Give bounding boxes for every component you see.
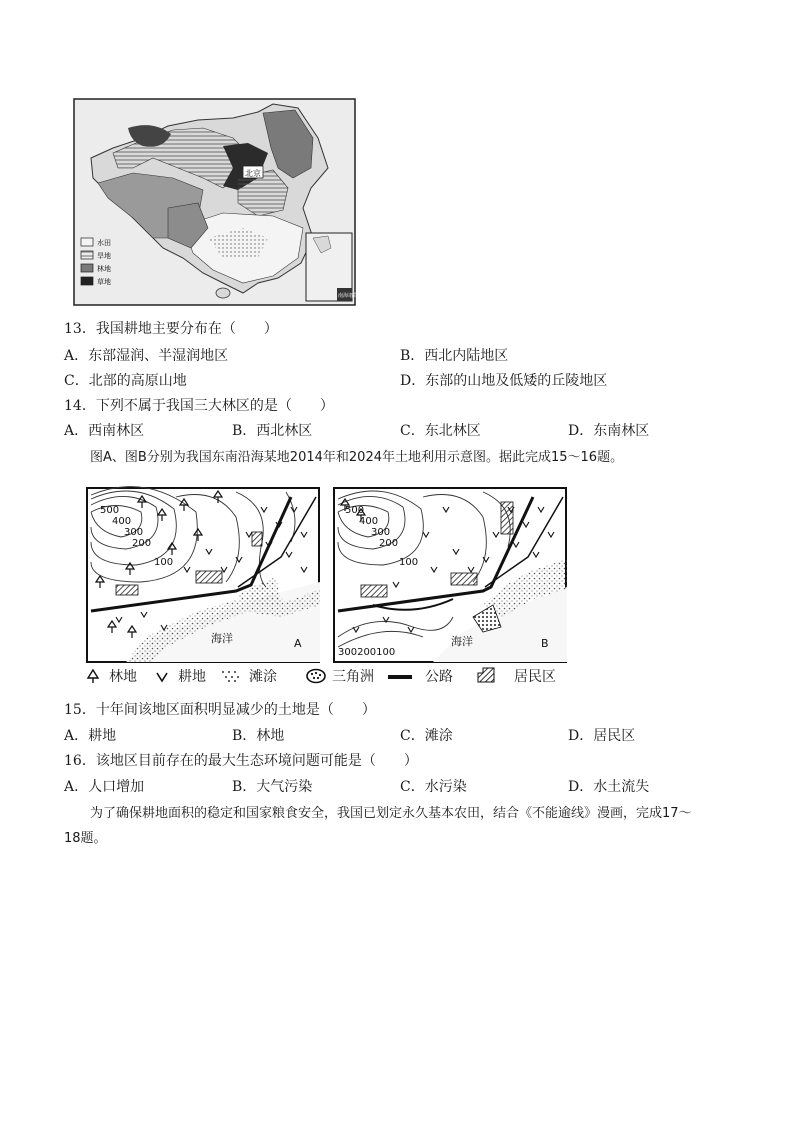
fig-b-contour-200: 200: [379, 538, 399, 549]
fig-a-contour-500: 500: [100, 505, 120, 516]
q16-option-b[interactable]: B．大气污染: [232, 779, 313, 795]
inset-label: 南海诸岛: [338, 293, 359, 299]
beijing-label: 北京: [245, 169, 261, 178]
legend-tidal-flat: 滩涂: [249, 669, 277, 685]
fig-b-contour-300: 300: [371, 527, 391, 538]
svg-text:林地: 林地: [97, 265, 111, 273]
land-legend-residential-icon: [477, 667, 495, 683]
q15-option-c[interactable]: C．滩涂: [400, 728, 453, 744]
svg-text:草地: 草地: [97, 278, 111, 286]
fig-b-contour-400: 400: [359, 516, 379, 527]
land-legend-forest-icon: [86, 668, 100, 684]
fig-b-bottom-contours: 300200100: [338, 647, 396, 658]
fig-a-contour-400: 400: [112, 516, 132, 527]
fig-a-panel-label: A: [294, 637, 302, 650]
fig-b-sea-label: 海洋: [451, 635, 473, 648]
figure-b-2024: [333, 487, 567, 663]
figure-a-2014: [86, 487, 320, 663]
china-land-use-map: [73, 98, 359, 306]
fig-a-contour-100: 100: [154, 557, 174, 568]
legend-road: 公路: [425, 669, 453, 685]
question-15: 15．十年间该地区面积明显减少的土地是（ ）: [64, 702, 376, 718]
legend-delta: 三角洲: [332, 669, 374, 685]
legend-farmland: 耕地: [178, 669, 206, 685]
fig-a-contour-300: 300: [124, 527, 144, 538]
land-legend-farmland-icon: [155, 671, 169, 683]
fig-b-contour-500: 500: [345, 505, 365, 516]
intro-17-18-line1: 为了确保耕地面积的稳定和国家粮食安全，我国已划定永久基本农田，结合《不能逾线》漫画，完成17～: [90, 806, 692, 821]
q16-option-c[interactable]: C．水污染: [400, 779, 467, 795]
q14-option-b[interactable]: B．西北林区: [232, 423, 313, 439]
land-legend-road-icon: [388, 675, 412, 679]
q16-option-a[interactable]: A．人口增加: [64, 779, 145, 795]
q13-option-d[interactable]: D．东部的山地及低矮的丘陵地区: [400, 373, 608, 389]
q15-option-a[interactable]: A．耕地: [64, 728, 117, 744]
fig-a-contour-200: 200: [132, 538, 152, 549]
fig-a-sea-label: 海洋: [211, 632, 233, 645]
question-13: 13．我国耕地主要分布在（ ）: [64, 321, 278, 337]
land-legend-tidal-flat-icon: [220, 669, 244, 683]
intro-17-18-line2: 18题。: [64, 831, 107, 846]
q14-option-c[interactable]: C．东北林区: [400, 423, 481, 439]
question-14: 14．下列不属于我国三大林区的是（ ）: [64, 398, 334, 414]
land-legend-delta-icon: [305, 668, 327, 684]
svg-text:旱地: 旱地: [97, 252, 111, 260]
fig-b-panel-label: B: [541, 637, 549, 650]
q16-option-d[interactable]: D．水土流失: [568, 779, 650, 795]
q14-option-d[interactable]: D．东南林区: [568, 423, 650, 439]
q15-option-d[interactable]: D．居民区: [568, 728, 636, 744]
legend-residential: 居民区: [514, 669, 556, 685]
intro-15-16: 图A、图B分别为我国东南沿海某地2014年和2024年土地利用示意图。据此完成15～16题。: [90, 450, 624, 465]
q13-option-c[interactable]: C．北部的高原山地: [64, 373, 187, 389]
q13-option-a[interactable]: A．东部湿润、半湿润地区: [64, 348, 229, 364]
q14-option-a[interactable]: A．西南林区: [64, 423, 145, 439]
fig-b-contour-100: 100: [399, 557, 419, 568]
legend-forest: 林地: [109, 669, 137, 685]
svg-text:水田: 水田: [97, 239, 111, 247]
q13-option-b[interactable]: B．西北内陆地区: [400, 348, 509, 364]
question-16: 16．该地区目前存在的最大生态环境问题可能是（ ）: [64, 753, 418, 769]
q15-option-b[interactable]: B．林地: [232, 728, 285, 744]
